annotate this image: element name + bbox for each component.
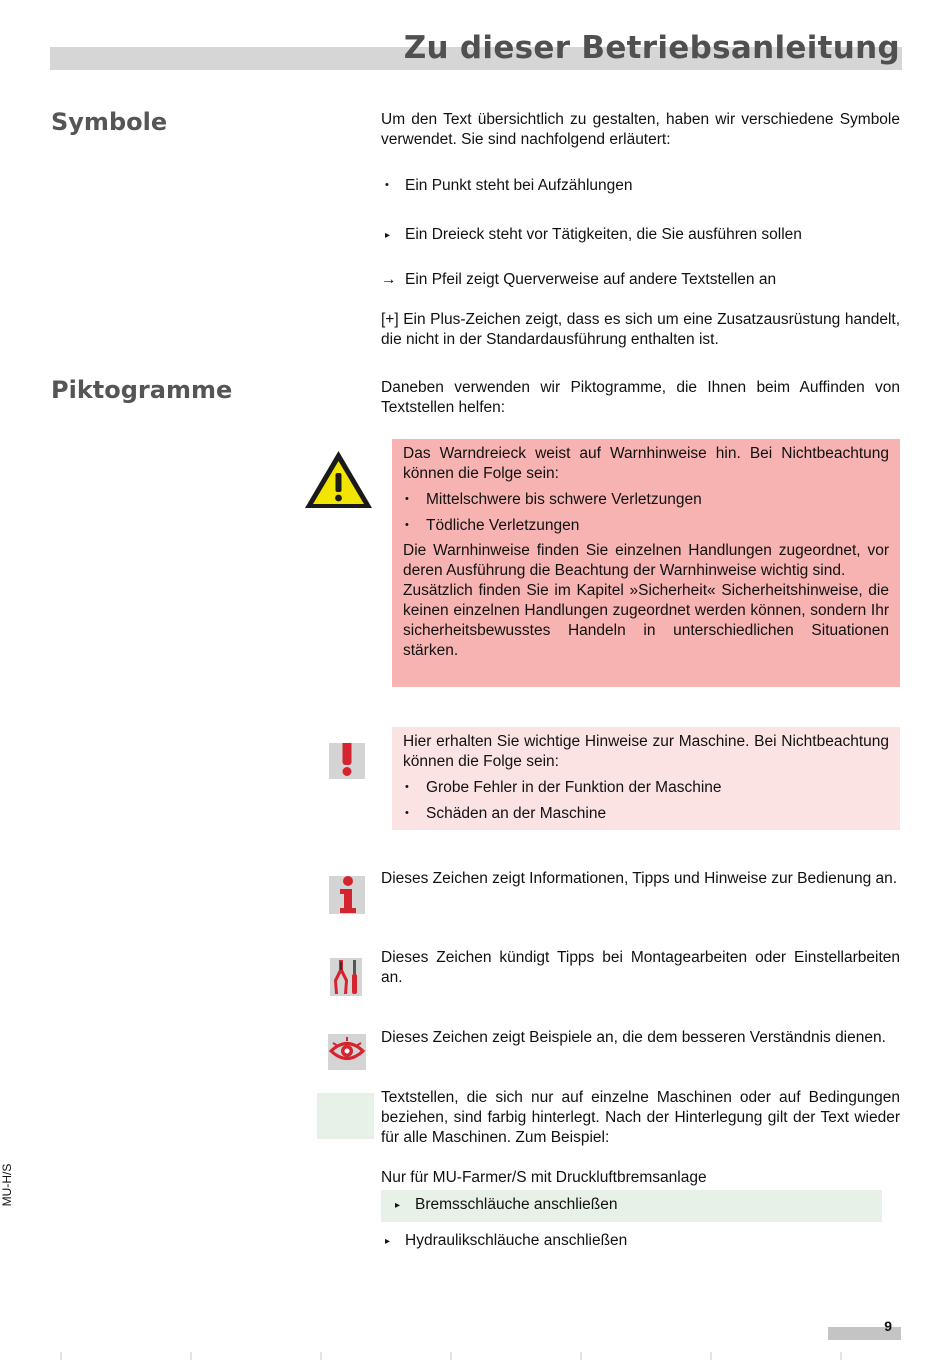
- notice-content: [403, 732, 889, 824]
- triangle-right-icon: ▸: [385, 1236, 391, 1247]
- exclamation-icon: [329, 743, 365, 779]
- bullet-dot-icon: •: [385, 179, 389, 191]
- colored-text: Textstellen, die sich nur auf einzelne Maschinen oder auf Bedingungen beziehen, sind farbig hinterlegt. Nach der Hinterlegung gilt der Text wieder für alle Maschinen. Zum Beispiel:: [381, 1089, 900, 1146]
- list-item-label: Schäden an der Maschine: [426, 805, 607, 822]
- notice-lead: Hier erhalten Sie wichtige Hinweise zur Maschine. Bei Nichtbeachtung können die Folge sein:: [403, 733, 889, 770]
- step-label: Hydraulikschläuche anschließen: [405, 1232, 628, 1249]
- tools-icon: [330, 958, 362, 996]
- list-item-label: Grobe Fehler in der Funktion der Maschine: [426, 779, 722, 796]
- page-number: 9: [884, 1318, 892, 1334]
- bullet-dot-icon: •: [405, 807, 409, 819]
- highlight-swatch: [317, 1093, 374, 1139]
- tools-text: Dieses Zeichen kündigt Tipps bei Montagearbeiten oder Einstellarbeiten an.: [381, 949, 900, 986]
- eye-icon: [328, 1034, 366, 1070]
- list-item-label: Tödliche Verletzungen: [426, 517, 580, 534]
- symbol-item-dot: [381, 175, 900, 196]
- piktogramme-intro: Daneben verwenden wir Piktogramme, die Ihnen beim Auffinden von Textstellen helfen:: [381, 379, 900, 416]
- symbol-item-label: Ein Pfeil zeigt Querverweise auf andere Textstellen an: [405, 271, 777, 288]
- warning-content: [403, 444, 889, 661]
- warning-triangle-icon: [303, 449, 374, 511]
- warning-body-1: Die Warnhinweise finden Sie einzelnen Handlungen zugeordnet, vor deren Ausführung die Beachtung der Warnhinweise wichtig sind.: [403, 542, 889, 579]
- section-heading-symbole: Symbole: [51, 108, 168, 136]
- list-item: [403, 489, 889, 510]
- warning-lead: Das Warndreieck weist auf Warnhinweise hin. Bei Nichtbeachtung können die Folge sein:: [403, 445, 889, 482]
- bullet-dot-icon: •: [405, 519, 409, 531]
- symbol-item-label: Ein Dreieck steht vor Tätigkeiten, die Sie ausführen sollen: [405, 226, 802, 243]
- info-text: Dieses Zeichen zeigt Informationen, Tipps und Hinweise zur Bedienung an.: [381, 870, 898, 887]
- warning-body-2: Zusätzlich finden Sie im Kapitel »Sicherheit« Sicherheitshinweise, die keinen einzelnen Handlungen zugeordnet werden können, sondern Ihr sicherheitsbewusstes Handeln in unterschiedlichen Situationen stärken.: [403, 582, 889, 659]
- list-item: [403, 777, 889, 798]
- step-item: [391, 1195, 910, 1216]
- step-label: Bremsschläuche anschließen: [415, 1196, 618, 1213]
- example-text: Dieses Zeichen zeigt Beispiele an, die dem besseren Verständnis dienen.: [381, 1029, 886, 1046]
- bullet-dot-icon: •: [405, 493, 409, 505]
- symbol-item-arrow: [381, 270, 900, 290]
- bottom-edge-marks: [0, 1352, 950, 1360]
- info-icon: [329, 876, 365, 914]
- triangle-right-icon: ▸: [395, 1200, 401, 1211]
- side-label: MU-H/S: [0, 1163, 14, 1207]
- page-title: Zu dieser Betriebsanleitung: [403, 30, 900, 66]
- list-item-label: Mittelschwere bis schwere Verletzungen: [426, 491, 702, 508]
- symbol-item-label: Ein Punkt steht bei Aufzählungen: [405, 177, 633, 194]
- symbole-intro: Um den Text übersichtlich zu gestalten, haben wir verschiedene Symbole verwendet. Sie sind nachfolgend erläutert:: [381, 111, 900, 148]
- section-heading-piktogramme: Piktogramme: [51, 376, 233, 404]
- symbol-item-triangle: [381, 225, 900, 246]
- example-title: Nur für MU-Farmer/S mit Druckluftbremsanlage: [381, 1169, 707, 1186]
- list-item: [403, 515, 889, 536]
- plus-note: [+] Ein Plus-Zeichen zeigt, dass es sich um eine Zusatzausrüstung handelt, die nicht in der Standardausführung enthalten ist.: [381, 311, 900, 348]
- step-item: [381, 1231, 900, 1252]
- list-item: [403, 803, 889, 824]
- triangle-right-icon: ▸: [385, 230, 391, 241]
- bullet-dot-icon: •: [405, 781, 409, 793]
- arrow-right-icon: →: [381, 271, 397, 288]
